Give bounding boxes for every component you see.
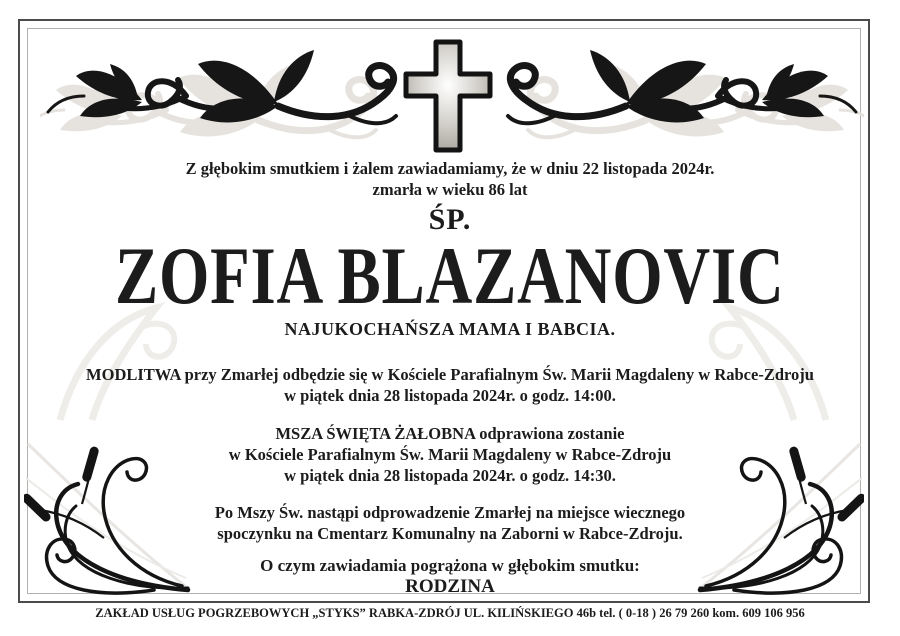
subtitle: NAJUKOCHAŃSZA MAMA I BABCIA.	[284, 319, 616, 339]
family-signature: RODZINA	[405, 576, 495, 597]
floral-flourish-left	[48, 50, 396, 123]
funeral-home-footer: ZAKŁAD USŁUG POGRZEBOWYCH „STYKS” RABKA-ZDRÓJ UL. KILIŃSKIEGO 46b tel. ( 0-18 ) 26 79 260 kom. 609 106 956	[95, 606, 805, 620]
msza-line-2: w Kościele Parafialnym Św. Marii Magdaleny w Rabce-Zdroju	[228, 445, 672, 464]
modlitwa-line-1: MODLITWA przy Zmarłej odbędzie się w Kościele Parafialnym Św. Marii Magdaleny w Rabce-Zdroju	[86, 365, 814, 384]
reed-ornament-left	[24, 438, 196, 598]
floral-flourish-right	[508, 50, 856, 123]
top-ornament-band	[40, 36, 864, 158]
closing-line: O czym zawiadamia pogrążona w głębokim smutku:	[260, 556, 640, 575]
cross-icon	[406, 42, 490, 150]
sp-label: ŚP.	[428, 203, 472, 236]
intro-line-2: zmarła w wieku 86 lat	[372, 180, 528, 199]
intro-text	[0, 158, 900, 200]
procession-line-2: spoczynku na Cmentarz Komunalny na Zaborni w Rabce-Zdroju.	[217, 524, 683, 543]
procession-line-1: Po Mszy Św. nastąpi odprowadzenie Zmarłej na miejsce wiecznego	[214, 503, 686, 522]
modlitwa-line-2: w piątek dnia 28 listopada 2024r. o godz. 14:00.	[284, 386, 616, 405]
msza-line-3: w piątek dnia 28 listopada 2024r. o godz. 14:30.	[284, 466, 616, 485]
reed-ornament-right	[692, 438, 864, 598]
deceased-name	[0, 230, 900, 321]
modlitwa-paragraph	[0, 364, 900, 406]
msza-line-1: MSZA ŚWIĘTA ŻAŁOBNA odprawiona zostanie	[275, 424, 625, 443]
intro-line-1: Z głębokim smutkiem i żalem zawiadamiamy, że w dniu 22 listopada 2024r.	[185, 159, 715, 178]
top-ornament-graphic	[40, 36, 864, 158]
deceased-name-text: ZOFIA BLAZANOVIC	[115, 230, 785, 321]
